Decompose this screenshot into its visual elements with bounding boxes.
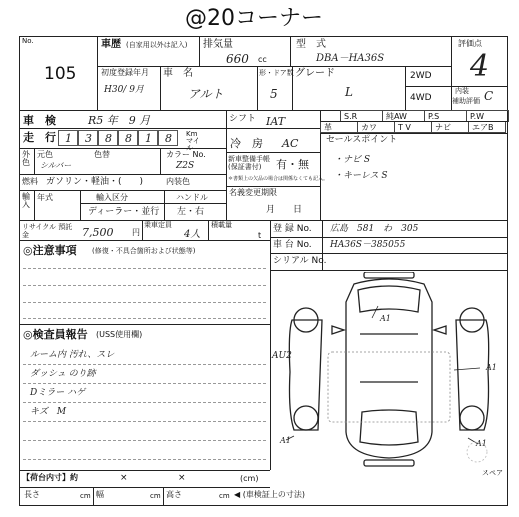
- mileage-digit-value: 8: [125, 132, 132, 145]
- equipment-label: P.W: [470, 112, 485, 121]
- equipment-label: エアB: [472, 123, 494, 132]
- model-value: DBA－HA36S: [316, 53, 385, 64]
- shift-label: シフト: [229, 114, 257, 124]
- caution-sub: (修復・不具合箇所および状態等): [92, 247, 196, 255]
- doors-value: 5: [270, 87, 278, 101]
- orig-color-label: 元色: [37, 150, 53, 159]
- shift-value: IAT: [266, 115, 286, 128]
- mileage-digit-value: 1: [65, 132, 72, 145]
- import-cat-label: 輸入区分: [96, 193, 128, 202]
- mileage-digit: [118, 130, 138, 146]
- inspector-line-2: ダッシュ のり跡: [30, 369, 96, 379]
- equipment-label: 純AW: [386, 112, 407, 121]
- reg-no-label: 登 録 No.: [273, 224, 312, 234]
- lot-number: 105: [44, 64, 77, 84]
- manual-value: 有・無: [276, 158, 309, 171]
- capacity-value: 4人: [184, 229, 201, 240]
- caution-title: ◎注意事項: [23, 244, 77, 257]
- mileage-label: 走 行: [23, 131, 56, 144]
- import-cat-value: ディーラー・並行: [88, 207, 160, 217]
- equipment-label: P.S: [428, 112, 440, 121]
- damage-mark-left-rear: A1: [280, 436, 291, 445]
- color-no-label: カラー No.: [166, 150, 206, 159]
- reg-no-value: 広島 581 わ 305: [330, 224, 419, 234]
- damage-mark-right-rear: A1: [476, 439, 487, 448]
- interior-color-label: 内装色: [166, 177, 190, 186]
- equipment-cell: [468, 121, 506, 133]
- score-label: 評価点: [458, 39, 482, 48]
- capacity-label: 乗車定員: [144, 221, 172, 229]
- mileage-digit-value: 3: [85, 132, 92, 145]
- fuel-value: ガソリン・軽油・( ): [46, 177, 144, 187]
- ac-value: AC: [282, 137, 299, 150]
- handle-label: ハンドル: [176, 193, 208, 202]
- grade-label: グレード: [295, 68, 335, 79]
- recycle-value: 7,500: [82, 226, 114, 239]
- dimension-note: ◀ (車検証上の寸法): [234, 490, 305, 499]
- drive-4wd: 4WD: [410, 93, 432, 103]
- chassis-no-label: 車 台 No.: [273, 240, 312, 250]
- damage-mark-top: A1: [380, 314, 391, 323]
- mileage-digit: [138, 130, 158, 146]
- mileage-digit-value: 8: [165, 132, 172, 145]
- equipment-label: T V: [398, 123, 411, 132]
- equipment-label: S.R: [344, 112, 358, 121]
- load-label: 積載量: [211, 221, 232, 229]
- spare-label: スペア: [482, 469, 503, 477]
- inspector-line-4: キズ M: [30, 407, 67, 417]
- height-label: 高さ: [166, 490, 182, 499]
- selling-label: セールスポイント: [326, 135, 398, 145]
- car-name-value: アルト: [188, 87, 224, 101]
- mileage-digit-value: 1: [145, 132, 152, 145]
- import-year-label: 年式: [37, 193, 53, 202]
- length-unit: cm: [80, 492, 91, 500]
- name-change-value: 月 日: [266, 205, 303, 215]
- sheet-title: @20コーナー: [185, 6, 323, 31]
- color-no-value: Z2S: [176, 161, 195, 171]
- recycle-label: リサイクル 預託金: [22, 223, 73, 240]
- equipment-label: ナビ: [435, 123, 451, 132]
- inspection-value: R5 年 9 月: [88, 114, 151, 127]
- cargo-unit: (cm): [240, 474, 259, 483]
- name-change-label: 名義変更期限: [229, 188, 277, 197]
- doors-label: 形・ドア数: [259, 69, 294, 77]
- serial-no-label: シリアル No.: [273, 256, 327, 266]
- load-unit: t: [258, 231, 262, 240]
- equipment-label: カワ: [361, 123, 377, 132]
- cargo-x2: ×: [178, 473, 186, 483]
- damage-mark-right: A1: [486, 363, 497, 372]
- equipment-cell: [357, 121, 395, 133]
- equipment-label: 革: [324, 123, 332, 132]
- selling-point-2: ・キーレス S: [334, 171, 388, 181]
- mileage-digit: [98, 130, 118, 146]
- manual-label: 新車整備手帳 (保証書付): [228, 155, 270, 172]
- displacement-value: 660: [226, 52, 249, 66]
- mileage-digit-value: 8: [105, 132, 112, 145]
- recycle-unit: 円: [132, 228, 140, 237]
- ac-label: 冷 房: [230, 137, 263, 150]
- displacement-unit: cc: [258, 55, 267, 64]
- equipment-cell: [320, 121, 358, 133]
- interior-sub: 補助評価: [452, 97, 480, 105]
- import-label: 輸入: [22, 192, 30, 209]
- history-note: (自家用以外は記入): [126, 41, 188, 49]
- inspector-line-1: ルーム内 汚れ、スレ: [30, 350, 115, 360]
- selling-point-1: ・ナビ S: [334, 155, 371, 165]
- cargo-x1: ×: [120, 473, 128, 483]
- inspector-title: ◎検査員報告: [23, 328, 88, 341]
- interior-label: 内装: [455, 87, 469, 95]
- mileage-digit: [58, 130, 78, 146]
- car-condition-diagram: [272, 272, 506, 468]
- mileage-unit: Km マイル: [186, 130, 200, 152]
- equipment-cell: [394, 121, 432, 133]
- model-label: 型 式: [296, 39, 326, 50]
- width-label: 幅: [96, 490, 104, 499]
- chassis-no-value: HA36S－385055: [330, 240, 406, 250]
- lot-no-label: No.: [22, 37, 34, 45]
- equipment-cell: [431, 121, 469, 133]
- length-label: 長さ: [24, 490, 40, 499]
- inspection-label: 車 検: [23, 114, 56, 127]
- interior-value: C: [484, 89, 494, 103]
- ext-color-label: 外色: [22, 150, 30, 167]
- mileage-digit: [78, 130, 98, 146]
- color-change-label: 色替: [94, 150, 110, 159]
- width-unit: cm: [150, 492, 161, 500]
- score-value: 4: [470, 49, 490, 84]
- car-name-label: 車 名: [163, 68, 193, 79]
- handle-value: 左・右: [177, 207, 205, 217]
- fuel-label: 燃料: [22, 177, 38, 186]
- inspector-title-sub: (USS使用欄): [96, 330, 143, 339]
- drive-2wd: 2WD: [410, 71, 432, 81]
- height-unit: cm: [219, 492, 230, 500]
- ext-color-value: シルバー: [40, 161, 72, 170]
- grade-value: L: [345, 85, 353, 99]
- first-reg-value: H30/ 9月: [104, 85, 144, 95]
- mileage-digit: [158, 130, 178, 146]
- manual-note: ＊書類上の欠品の場合は関係なくても記入。: [228, 176, 329, 182]
- inspector-line-3: Dミラー ハゲ: [30, 388, 86, 398]
- cargo-label: 【荷台内寸】約: [22, 473, 78, 482]
- displacement-label: 排気量: [203, 39, 233, 50]
- history-label: 車歴: [101, 39, 121, 50]
- inspector-side-note: AU2: [272, 351, 292, 361]
- first-reg-label: 初度登録年月: [101, 68, 149, 77]
